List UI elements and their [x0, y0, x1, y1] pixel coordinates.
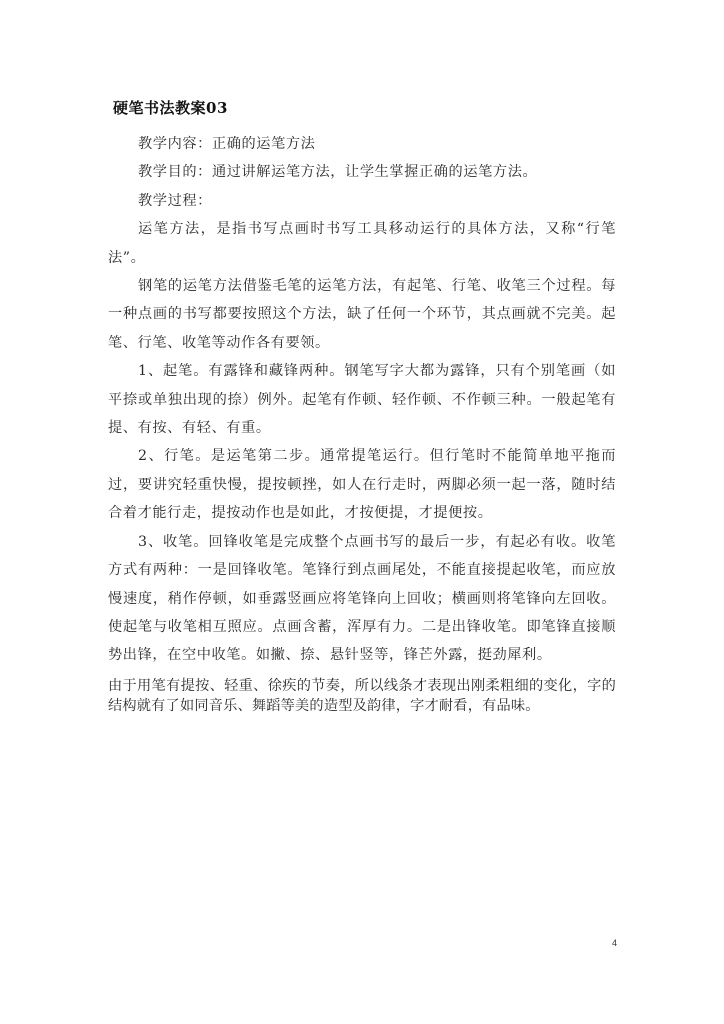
- document-title: 硬笔书法教案03: [113, 99, 228, 117]
- paragraph-closing: 由于用笔有提按、轻重、徐疾的节奏，所以线条才表现出刚柔粗细的变化，字的结构就有了如同音乐、舞蹈等美的造型及韵律，字才耐看，有品味。: [108, 677, 616, 714]
- paragraph-pen-method: 钢笔的运笔方法借鉴毛笔的运笔方法，有起笔、行笔、收笔三个过程。每一种点画的书写都要按照这个方法，缺了任何一个环节，其点画就不完美。起笔、行笔、收笔等动作各有要领。: [108, 278, 616, 351]
- paragraph-teaching-goal: 教学目的：通过讲解运笔方法，让学生掌握正确的运笔方法。: [138, 164, 538, 181]
- paragraph-teaching-content: 教学内容：正确的运笔方法: [138, 136, 316, 152]
- paragraph-start-stroke: 1、起笔。有露锋和藏锋两种。钢笔写字大都为露锋，只有个别笔画（如平捺或单独出现的捺）例外。起笔有作顿、轻作顿、不作顿三种。一般起笔有提、有按、有轻、有重。: [108, 363, 616, 437]
- paragraph-end-stroke: 3、收笔。回锋收笔是完成整个点画书写的最后一步，有起必有收。收笔方式有两种：一是回锋收笔。笔锋行到点画尾处，不能直接提起收笔，而应放慢速度，稍作停顿，如垂露竖画应将笔锋向上回收；横画则将笔锋向左回收。使起笔与收笔相互照应。点画含蓄，浑厚有力。二是出锋收笔。即笔锋直接顺势出锋，在空中收笔。如撇、捺、悬针竖等，锋芒外露，挺劲犀利。: [108, 533, 616, 664]
- document-body: [108, 130, 616, 716]
- paragraph-teaching-process: 教学过程：: [138, 192, 212, 209]
- paragraph-move-stroke: 2、行笔。是运笔第二步。通常提笔运行。但行笔时不能简单地平拖而过，要讲究轻重快慢，提按顿挫，如人在行走时，两脚必须一起一落，随时结合着才能行走，提按动作也是如此，才按便提，才提便按。: [108, 448, 616, 522]
- page-number: 4: [612, 938, 618, 948]
- paragraph-stroke-method: 运笔方法，是指书写点画时书写工具移动运行的具体方法，又称“行笔法”。: [108, 221, 616, 266]
